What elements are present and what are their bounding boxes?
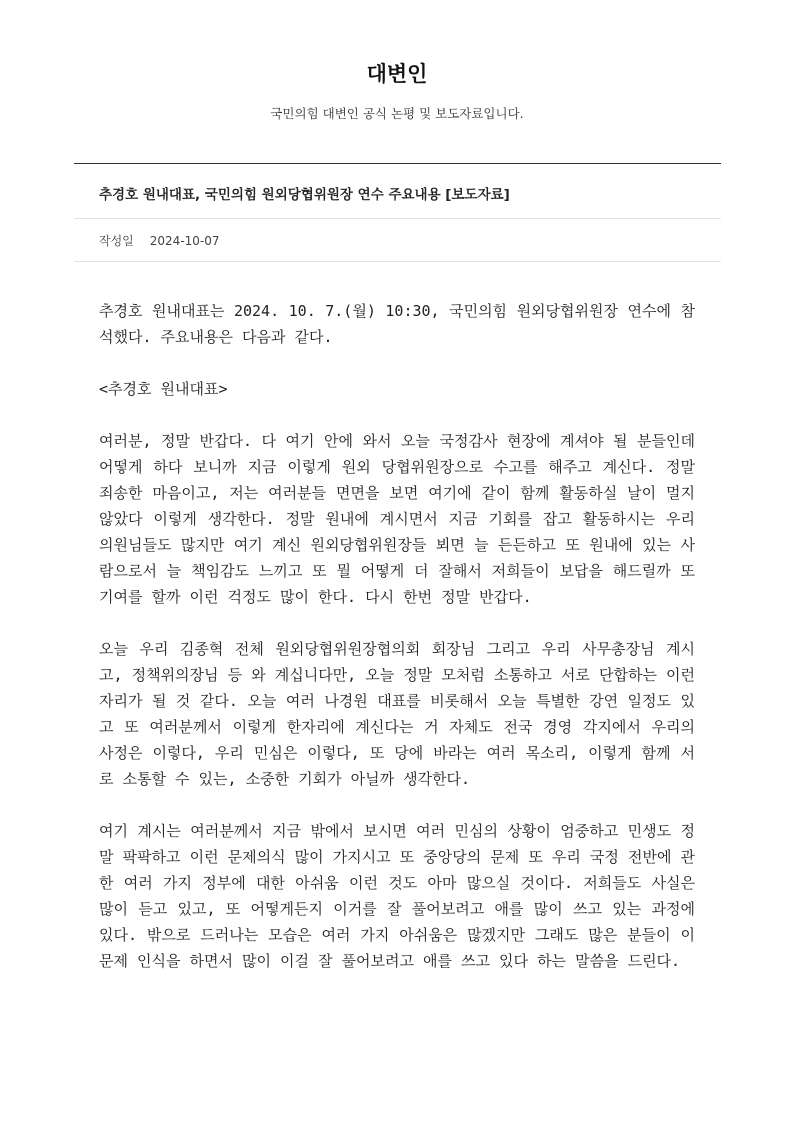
speaker-label: <추경호 원내대표> (99, 380, 228, 398)
body-paragraph: 여기 계시는 여러분께서 지금 밖에서 보시면 여러 민심의 상황이 엄중하고 민생도 정말 팍팍하고 이런 문제의식 많이 가지시고 또 중앙당의 문제 또 우리 국정 전반에 관한 여러 가지 정부에 대한 아쉬움 이런 것도 아마 많으실 것이다. 저희들도 사실은 많이 듣고 있고, 또 어떻게든지 이거를 잘 풀어보려고 애를 많이 쓰고 있는 과정에 있다. 밖으로 드러나는 모습은 여러 가지 아쉬움은 많겠지만 그래도 많은 분들이 이 문제 인식을 하면서 많이 이걸 잘 풀어보려고 애를 쓰고 있다 하는 말씀을 드린다. (99, 822, 695, 970)
post-date: 2024-10-07 (149, 234, 220, 248)
post-body (99, 298, 695, 1000)
post-title: 추경호 원내대표, 국민의힘 원외당협위원장 연수 주요내용 [보도자료] (99, 187, 510, 203)
body-paragraph: 오늘 우리 김종혁 전체 원외당협위원장협의회 회장님 그리고 우리 사무총장님 계시고, 정책위의장님 등 와 계십니다만, 오늘 정말 모처럼 소통하고 서로 단합하는 이런 자리가 될 것 같다. 오늘 여러 나경원 대표를 비롯해서 오늘 특별한 강연 일정도 있고 또 여러분께서 이렇게 한자리에 계신다는 거 자체도 전국 경영 각지에서 우리의 사정은 이렇다, 우리 민심은 이렇다, 또 당에 바라는 여러 목소리, 이렇게 함께 서로 소통할 수 있는, 소중한 기회가 아닐까 생각한다. (99, 640, 695, 788)
date-label: 작성일 (99, 234, 134, 248)
body-paragraph: 여러분, 정말 반갑다. 다 여기 안에 와서 오늘 국정감사 현장에 계셔야 될 분들인데 어떻게 하다 보니까 지금 이렇게 원외 당협위원장으로 수고를 해주고 계신다. 정말 죄송한 마음이고, 저는 여러분들 면면을 보면 여기에 같이 함께 활동하실 날이 멀지 않았다 이렇게 생각한다. 정말 원내에 계시면서 지금 기회를 잡고 활동하시는 우리 의원님들도 많지만 여기 계신 원외당협위원장들 뵈면 늘 든든하고 또 원내에 있는 사람으로서 늘 책임감도 느끼고 또 뭘 어떻게 더 잘해서 저희들이 보답을 해드릴까 또 기여를 할까 이런 걱정도 많이 한다. 다시 한번 정말 반갑다. (99, 432, 695, 606)
site-subtitle: 국민의힘 대변인 공식 논평 및 보도자료입니다. (270, 106, 524, 121)
header-divider (74, 163, 721, 164)
post-meta (99, 232, 220, 249)
title-divider (74, 218, 721, 219)
body-paragraph: 추경호 원내대표는 2024. 10. 7.(월) 10:30, 국민의힘 원외당협위원장 연수에 참석했다. 주요내용은 다음과 같다. (99, 302, 695, 346)
meta-divider (74, 261, 721, 262)
site-title: 대변인 (366, 62, 428, 86)
